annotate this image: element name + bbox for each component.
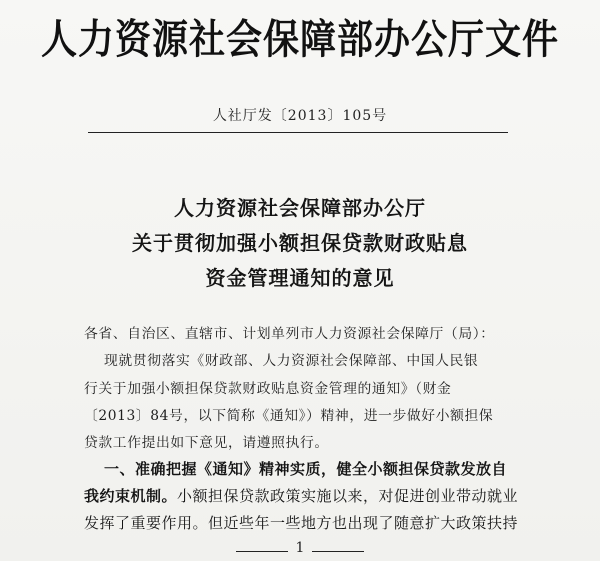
- notice-title-line-1: 人力资源社会保障部办公厅: [174, 196, 426, 220]
- intro-line-4: 贷款工作提出如下意见，请遵照执行。: [84, 435, 329, 451]
- header-divider: [88, 132, 508, 133]
- notice-title-line-3: 资金管理通知的意见: [205, 266, 395, 290]
- intro-line-2: 行关于加强小额担保贷款财政贴息资金管理的通知》（财金: [84, 381, 452, 397]
- section-1-body-line-1: 发挥了重要作用。但近些年一些地方也出现了随意扩大政策扶持: [84, 514, 519, 532]
- section-1-heading-bold-tail: 我约束机制。: [84, 487, 178, 505]
- intro-line-3: 〔2013〕84号，以下简称《通知》）精神，进一步做好小额担保: [84, 408, 494, 424]
- section-1-heading-line-2: [84, 485, 518, 506]
- addressee-line: 各省、自治区、直辖市、计划单列市人力资源社会保障厅（局）：: [84, 326, 495, 342]
- intro-line-1: 现就贯彻落实《财政部、人力资源社会保障部、中国人民银: [104, 353, 479, 369]
- document-number: 人社厅发〔2013〕105号: [212, 108, 388, 124]
- section-1-body-start: 小额担保贷款政策实施以来，对促进创业带动就业: [177, 487, 519, 505]
- section-1-heading-line-1: 一、准确把握《通知》精神实质，健全小额担保贷款发放自: [104, 460, 508, 478]
- document-header-title: 人力资源社会保障部办公厅文件: [40, 16, 559, 63]
- page-number: 1: [295, 540, 305, 556]
- notice-title-line-2: 关于贯彻加强小额担保贷款财政贴息: [132, 231, 468, 255]
- page-number-dash-right: [312, 551, 364, 552]
